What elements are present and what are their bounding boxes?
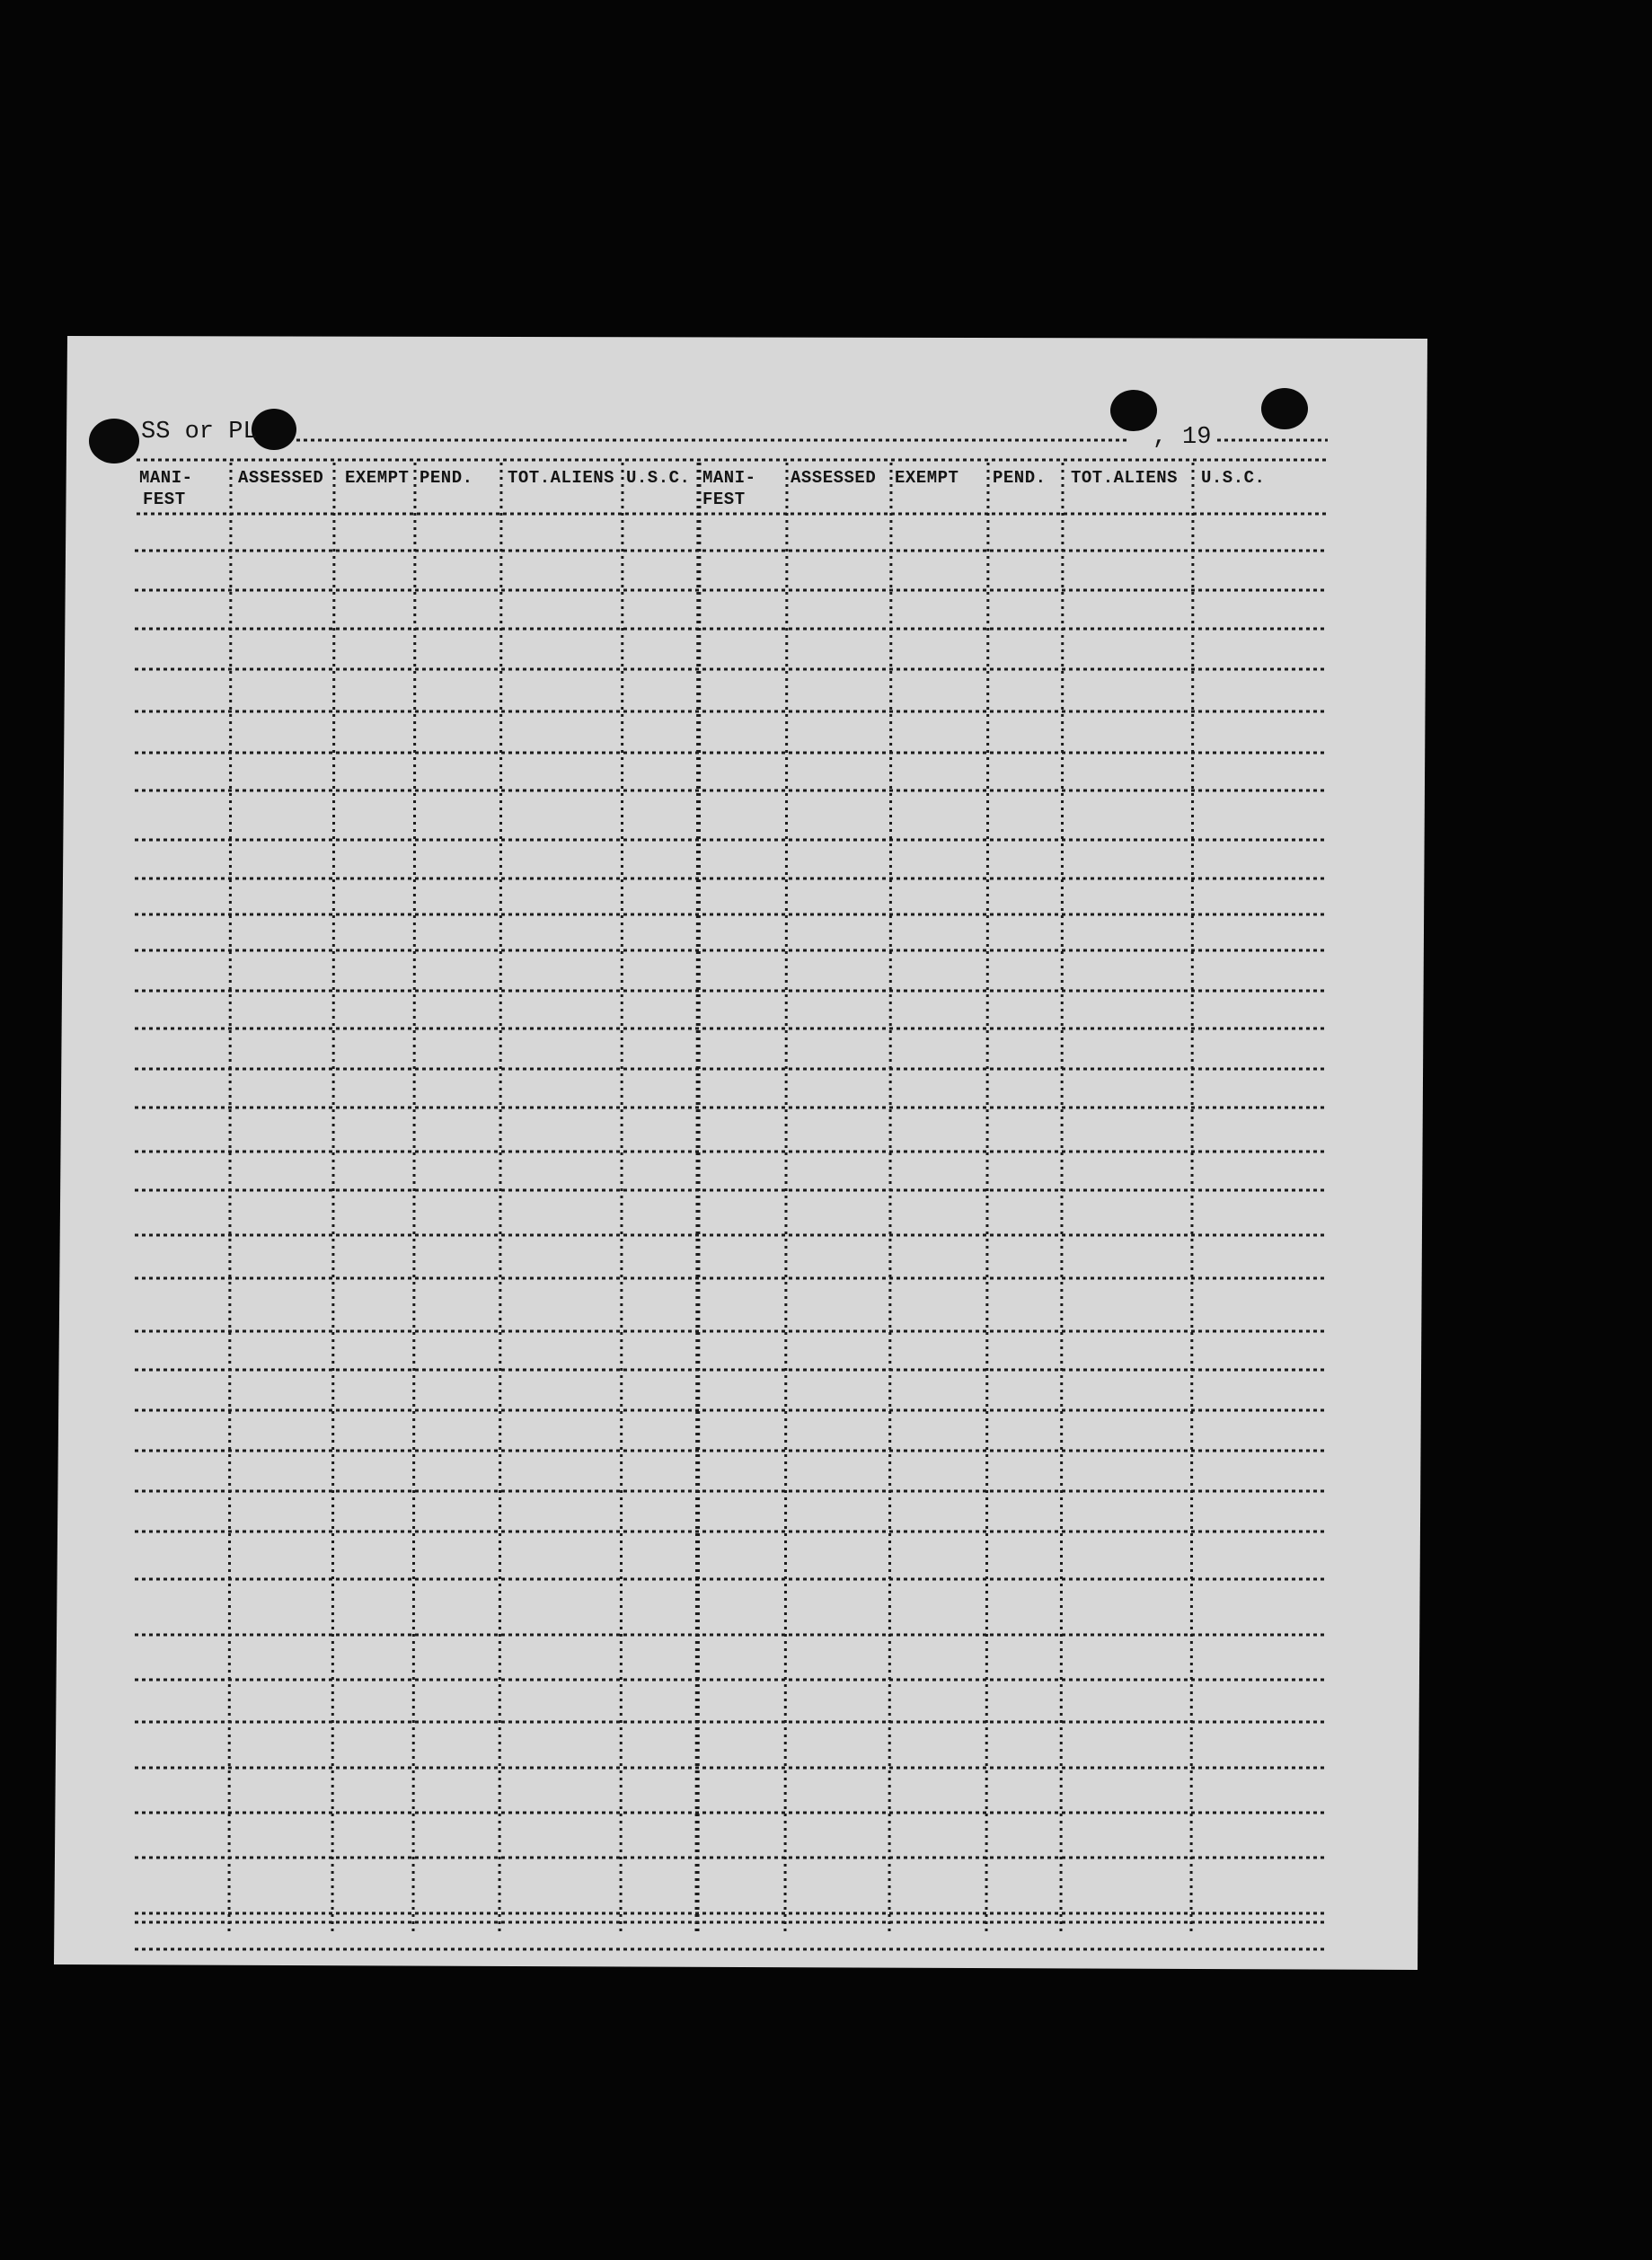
column-header: TOT.ALIENS xyxy=(1071,468,1179,488)
year-prefix: 19 xyxy=(1182,424,1212,451)
column-header: PEND. xyxy=(420,468,473,488)
column-header: ASSESSED xyxy=(791,468,877,488)
column-header: MANI- xyxy=(702,468,756,488)
column-header-line2: FEST xyxy=(143,490,186,509)
column-header: U.S.C. xyxy=(626,468,691,488)
column-header: MANI- xyxy=(139,468,193,488)
vessel-label: SS or PL xyxy=(141,419,258,446)
column-header: EXEMPT xyxy=(895,468,959,488)
punch-hole-right xyxy=(1261,388,1308,429)
date-comma: , xyxy=(1153,424,1168,451)
column-header: EXEMPT xyxy=(345,468,410,488)
punch-hole-center xyxy=(1110,390,1157,431)
column-header: TOT.ALIENS xyxy=(508,468,615,488)
punch-hole-label xyxy=(252,409,296,450)
punch-hole-left xyxy=(89,419,139,463)
column-header: U.S.C. xyxy=(1201,468,1266,488)
column-header-line2: FEST xyxy=(702,490,746,509)
column-header: PEND. xyxy=(993,468,1047,488)
column-header: ASSESSED xyxy=(238,468,324,488)
